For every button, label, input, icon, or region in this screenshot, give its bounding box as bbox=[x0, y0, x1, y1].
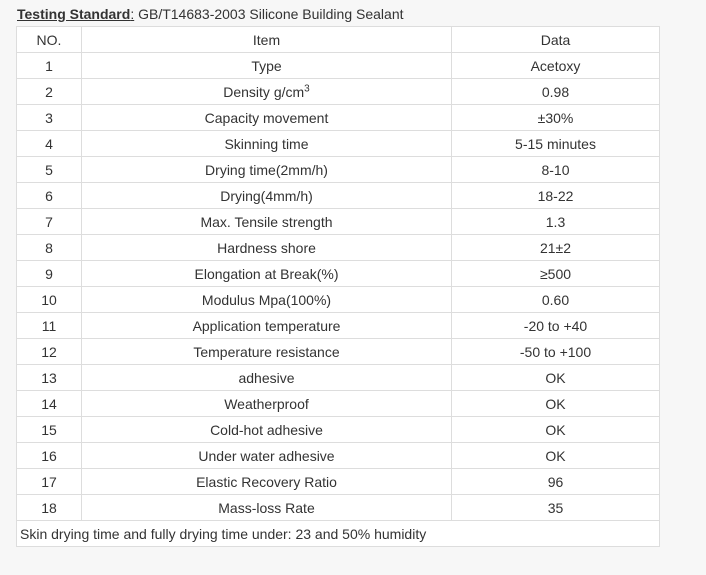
row-item: Weatherproof bbox=[82, 391, 452, 417]
table-row bbox=[17, 443, 660, 469]
row-no: 16 bbox=[17, 443, 82, 469]
row-no: 11 bbox=[17, 313, 82, 339]
row-item: Temperature resistance bbox=[82, 339, 452, 365]
row-data: OK bbox=[452, 417, 660, 443]
row-data: ±30% bbox=[452, 105, 660, 131]
row-data: 96 bbox=[452, 469, 660, 495]
row-no: 18 bbox=[17, 495, 82, 521]
row-data: 18-22 bbox=[452, 183, 660, 209]
row-no: 6 bbox=[17, 183, 82, 209]
row-no: 13 bbox=[17, 365, 82, 391]
row-data: -20 to +40 bbox=[452, 313, 660, 339]
page-heading bbox=[17, 5, 404, 23]
row-no: 17 bbox=[17, 469, 82, 495]
table-row bbox=[17, 209, 660, 235]
spec-table bbox=[16, 26, 660, 547]
row-item: Drying(4mm/h) bbox=[82, 183, 452, 209]
table-row bbox=[17, 131, 660, 157]
row-data: 8-10 bbox=[452, 157, 660, 183]
row-item-superscript: 3 bbox=[304, 82, 310, 94]
table-row bbox=[17, 313, 660, 339]
row-data: -50 to +100 bbox=[452, 339, 660, 365]
table-row bbox=[17, 261, 660, 287]
row-data: 35 bbox=[452, 495, 660, 521]
table-note-row bbox=[17, 521, 660, 547]
row-data: OK bbox=[452, 443, 660, 469]
heading-colon: : bbox=[130, 6, 135, 22]
row-no: 5 bbox=[17, 157, 82, 183]
row-data: OK bbox=[452, 365, 660, 391]
heading-label: Testing Standard bbox=[17, 6, 131, 22]
row-no: 2 bbox=[17, 79, 82, 105]
row-item: Modulus Mpa(100%) bbox=[82, 287, 452, 313]
row-no: 10 bbox=[17, 287, 82, 313]
row-item: Mass-loss Rate bbox=[82, 495, 452, 521]
row-item: Elastic Recovery Ratio bbox=[82, 469, 452, 495]
row-data: ≥500 bbox=[452, 261, 660, 287]
row-no: 9 bbox=[17, 261, 82, 287]
table-row bbox=[17, 365, 660, 391]
row-data: OK bbox=[452, 391, 660, 417]
table-row bbox=[17, 105, 660, 131]
table-row bbox=[17, 79, 660, 105]
table-header-row bbox=[17, 27, 660, 53]
table-row bbox=[17, 339, 660, 365]
header-item: Item bbox=[82, 27, 452, 53]
row-item: Type bbox=[82, 53, 452, 79]
row-item: Cold-hot adhesive bbox=[82, 417, 452, 443]
row-item: Elongation at Break(%) bbox=[82, 261, 452, 287]
row-item: Max. Tensile strength bbox=[82, 209, 452, 235]
row-item: adhesive bbox=[82, 365, 452, 391]
header-data: Data bbox=[452, 27, 660, 53]
row-data: 5-15 minutes bbox=[452, 131, 660, 157]
row-item: Application temperature bbox=[82, 313, 452, 339]
row-data: 1.3 bbox=[452, 209, 660, 235]
row-no: 15 bbox=[17, 417, 82, 443]
row-data: 0.98 bbox=[452, 79, 660, 105]
row-data: 21±2 bbox=[452, 235, 660, 261]
row-item: Capacity movement bbox=[82, 105, 452, 131]
table-row bbox=[17, 183, 660, 209]
row-no: 4 bbox=[17, 131, 82, 157]
table-row bbox=[17, 469, 660, 495]
table-row bbox=[17, 495, 660, 521]
table-row bbox=[17, 53, 660, 79]
spec-table-body bbox=[17, 27, 660, 547]
table-note: Skin drying time and fully drying time under: 23 and 50% humidity bbox=[17, 521, 660, 547]
table-row bbox=[17, 417, 660, 443]
row-item: Skinning time bbox=[82, 131, 452, 157]
row-item bbox=[82, 79, 452, 105]
row-data: 0.60 bbox=[452, 287, 660, 313]
row-no: 3 bbox=[17, 105, 82, 131]
row-item: Under water adhesive bbox=[82, 443, 452, 469]
table-row bbox=[17, 235, 660, 261]
row-item: Drying time(2mm/h) bbox=[82, 157, 452, 183]
row-no: 12 bbox=[17, 339, 82, 365]
row-no: 14 bbox=[17, 391, 82, 417]
row-no: 1 bbox=[17, 53, 82, 79]
row-item-text: Density g/cm bbox=[223, 83, 305, 100]
header-no: NO. bbox=[17, 27, 82, 53]
row-item: Hardness shore bbox=[82, 235, 452, 261]
row-data: Acetoxy bbox=[452, 53, 660, 79]
row-no: 8 bbox=[17, 235, 82, 261]
table-row bbox=[17, 391, 660, 417]
heading-text: GB/T14683-2003 Silicone Building Sealant bbox=[134, 6, 404, 22]
row-no: 7 bbox=[17, 209, 82, 235]
table-row bbox=[17, 287, 660, 313]
table-row bbox=[17, 157, 660, 183]
